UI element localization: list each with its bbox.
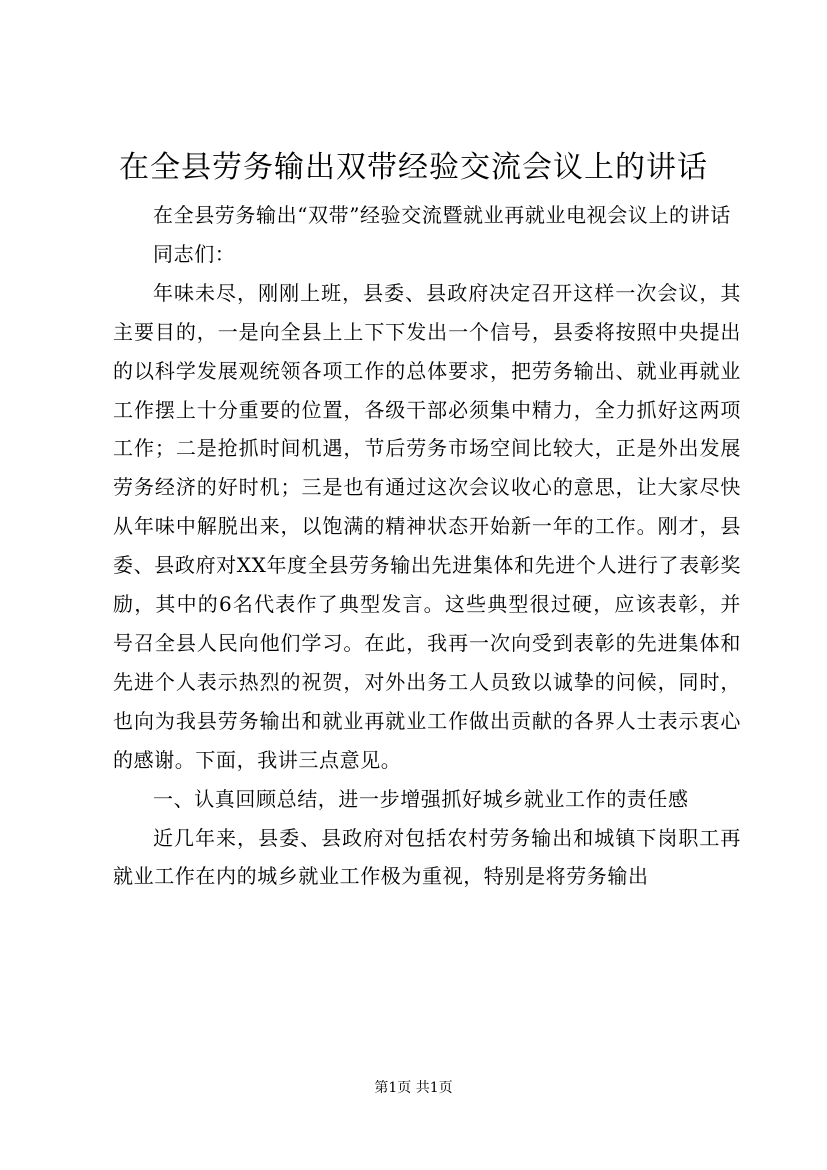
- body-paragraph: 年味未尽，刚刚上班，县委、县政府决定召开这样一次会议，其主要目的，一是向全县上上下下发出一个信号，县委将按照中央提出的以科学发展观统领各项工作的总体要求，把劳务输出、就业再就业工作摆上十分重要的位置，各级干部必须集中精力，全力抓好这两项工作；二是抢抓时间机遇，节后劳务市场空间比较大，正是外出发展劳务经济的好时机；三是也有通过这次会议收心的意思，让大家尽快从年味中解脱出来，以饱满的精神状态开始新一年的工作。刚才，县委、县政府对XX年度全县劳务输出先进集体和先进个人进行了表彰奖励，其中的6名代表作了典型发言。这些典型很过硬，应该表彰，并号召全县人民向他们学习。在此，我再一次向受到表彰的先进集体和先进个人表示热烈的祝贺，对外出务工人员致以诚挚的问候，同时，也向为我县劳务输出和就业再就业工作做出贡献的各界人士表示衷心的感谢。下面，我讲三点意见。: [113, 280, 741, 772]
- document-body: [113, 196, 741, 896]
- body-paragraph: 近几年来，县委、县政府对包括农村劳务输出和城镇下岗职工再就业工作在内的城乡就业工作极为重视，特别是将劳务输出: [113, 825, 741, 889]
- section-heading: 一、认真回顾总结，进一步增强抓好城乡就业工作的责任感: [153, 786, 689, 811]
- subtitle-paragraph: 在全县劳务输出“双带”经验交流暨就业再就业电视会议上的讲话: [153, 203, 731, 227]
- document-title: 在全县劳务输出双带经验交流会议上的讲话: [119, 150, 708, 185]
- page-number: 第1页 共1页: [374, 1080, 453, 1096]
- salutation-paragraph: 同志们：: [153, 241, 236, 266]
